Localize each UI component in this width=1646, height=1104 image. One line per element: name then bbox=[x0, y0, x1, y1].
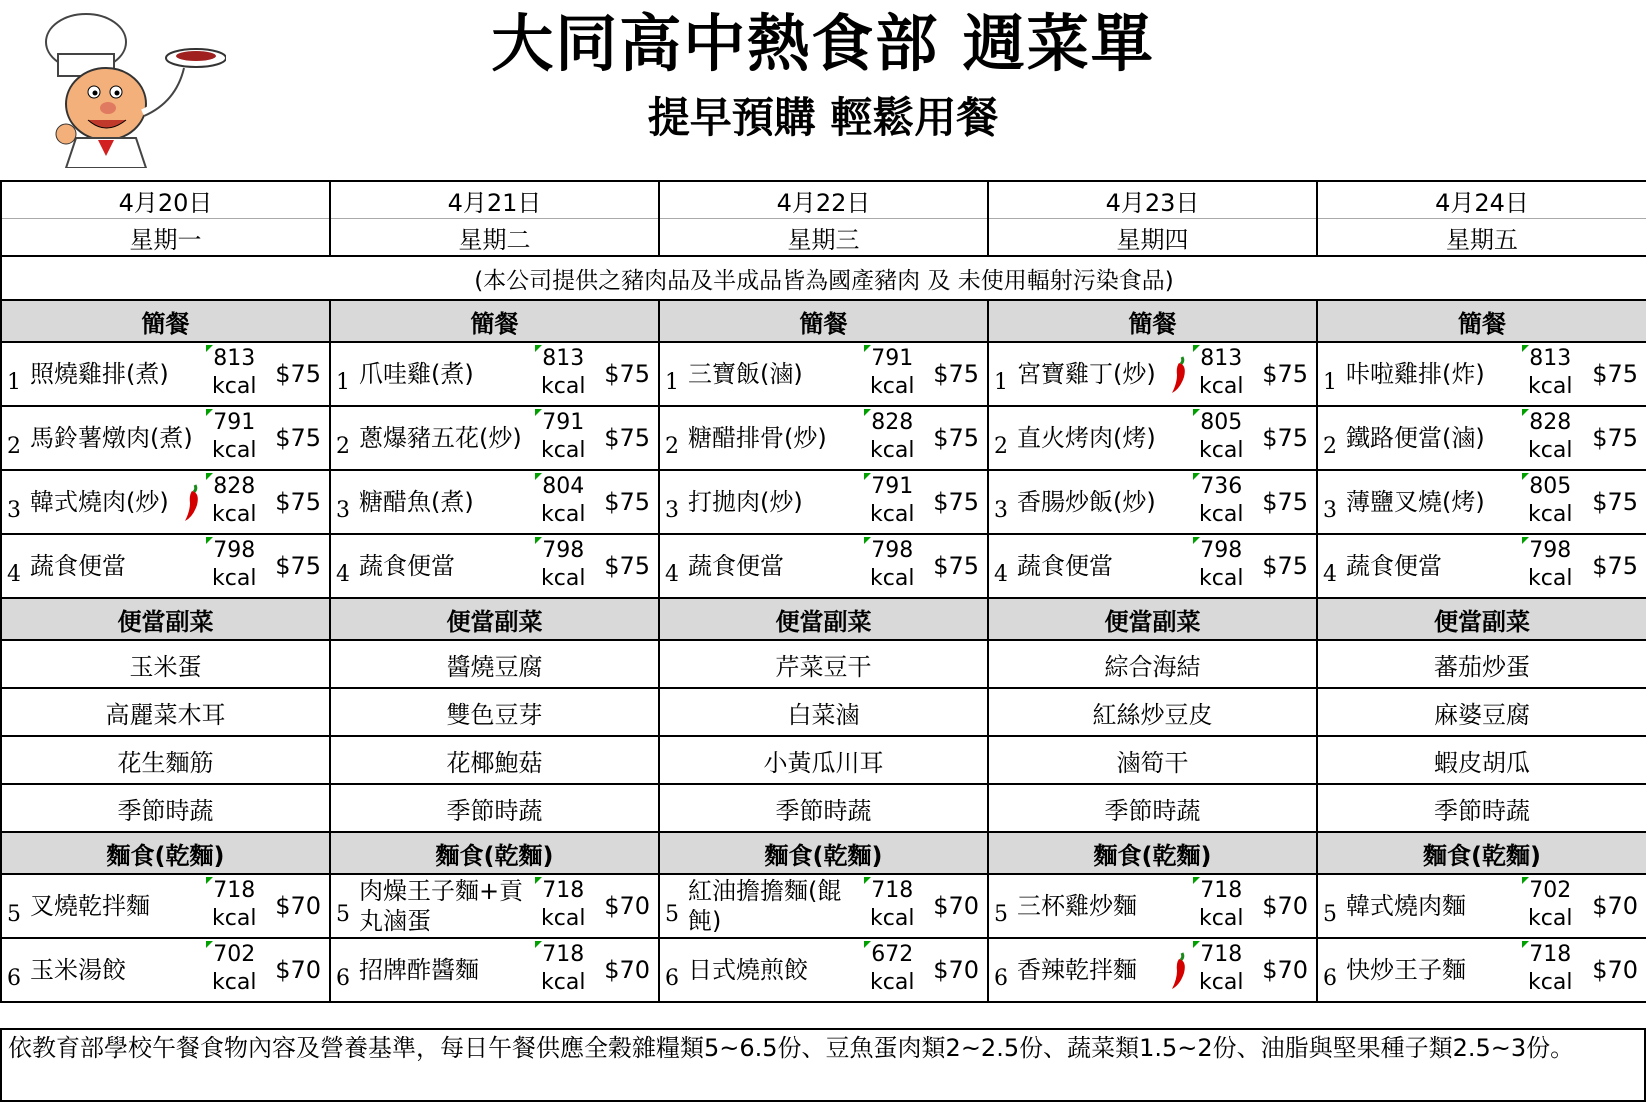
side-dish: 蝦皮胡瓜 bbox=[1317, 736, 1646, 784]
side-dish: 滷筍干 bbox=[988, 736, 1317, 784]
side-dish: 芹菜豆干 bbox=[659, 640, 988, 688]
side-dish: 小黃瓜川耳 bbox=[659, 736, 988, 784]
dish-cell bbox=[659, 470, 988, 534]
dish-number: 2 bbox=[7, 434, 21, 459]
dish-price: $75 bbox=[933, 424, 979, 452]
dish-number: 4 bbox=[7, 562, 21, 587]
side-dish: 花椰鮑菇 bbox=[330, 736, 659, 784]
dish-number: 6 bbox=[665, 966, 679, 991]
dish-name: 打拋肉(炒) bbox=[688, 488, 803, 516]
dish-number: 5 bbox=[665, 902, 679, 927]
dish-cell bbox=[330, 342, 659, 406]
menu-header bbox=[0, 0, 1646, 176]
dish-number: 6 bbox=[1323, 966, 1337, 991]
kcal-unit: kcal bbox=[870, 438, 915, 463]
dish-number: 6 bbox=[994, 966, 1008, 991]
dish-price: $75 bbox=[1592, 360, 1638, 388]
kcal-value: 798 bbox=[213, 538, 256, 563]
section-header: 麵食(乾麵) bbox=[1, 832, 330, 874]
dish-name: 薄鹽叉燒(烤) bbox=[1346, 488, 1485, 516]
dish-calories bbox=[870, 345, 914, 401]
dish-price: $75 bbox=[604, 360, 650, 388]
dish-cell bbox=[988, 342, 1317, 406]
kcal-value: 798 bbox=[1200, 538, 1243, 563]
side-dish: 季節時蔬 bbox=[1317, 784, 1646, 832]
dish-number: 2 bbox=[665, 434, 679, 459]
kcal-unit: kcal bbox=[1199, 970, 1244, 995]
day-date: 4月21日 bbox=[330, 181, 659, 219]
kcal-unit: kcal bbox=[870, 502, 915, 527]
dish-name: 照燒雞排(煮) bbox=[30, 360, 169, 388]
day-weekday: 星期三 bbox=[659, 219, 988, 257]
dish-cell bbox=[1, 874, 330, 938]
page-subtitle: 提早預購 輕鬆用餐 bbox=[647, 93, 999, 142]
dish-cell bbox=[659, 342, 988, 406]
kcal-unit: kcal bbox=[1528, 970, 1573, 995]
dish-calories bbox=[212, 409, 256, 465]
kcal-value: 813 bbox=[1200, 346, 1243, 371]
dish-name: 日式燒煎餃 bbox=[688, 956, 808, 984]
dish-price: $70 bbox=[275, 892, 321, 920]
section-header: 麵食(乾麵) bbox=[659, 832, 988, 874]
dish-price: $75 bbox=[1592, 552, 1638, 580]
dish-calories bbox=[212, 345, 256, 401]
section-header: 簡餐 bbox=[330, 300, 659, 342]
kcal-value: 813 bbox=[213, 346, 256, 371]
dish-calories bbox=[212, 537, 256, 593]
kcal-unit: kcal bbox=[1199, 438, 1244, 463]
dish-price: $75 bbox=[275, 360, 321, 388]
weekly-menu-table bbox=[0, 180, 1646, 1003]
dish-calories bbox=[541, 473, 585, 529]
dish-price: $75 bbox=[1262, 488, 1308, 516]
dish-cell bbox=[1317, 938, 1646, 1002]
dish-calories bbox=[1528, 473, 1572, 529]
dish-cell bbox=[659, 874, 988, 938]
side-dish: 玉米蛋 bbox=[1, 640, 330, 688]
kcal-value: 828 bbox=[1529, 410, 1572, 435]
dish-name: 紅油擔擔麵(餛飩) bbox=[688, 877, 842, 935]
kcal-value: 718 bbox=[1200, 942, 1243, 967]
kcal-unit: kcal bbox=[212, 566, 257, 591]
dish-calories bbox=[870, 941, 914, 997]
kcal-value: 828 bbox=[213, 474, 256, 499]
dish-number: 4 bbox=[336, 562, 350, 587]
section-header: 簡餐 bbox=[659, 300, 988, 342]
kcal-unit: kcal bbox=[1528, 502, 1573, 527]
kcal-value: 798 bbox=[542, 538, 585, 563]
dish-cell bbox=[1317, 874, 1646, 938]
side-dish: 花生麵筋 bbox=[1, 736, 330, 784]
kcal-value: 813 bbox=[1529, 346, 1572, 371]
kcal-unit: kcal bbox=[212, 438, 257, 463]
dish-calories bbox=[212, 473, 256, 529]
day-weekday: 星期五 bbox=[1317, 219, 1646, 257]
dish-price: $70 bbox=[1592, 956, 1638, 984]
kcal-value: 718 bbox=[213, 878, 256, 903]
dish-name: 韓式燒肉(炒) bbox=[30, 488, 169, 516]
kcal-unit: kcal bbox=[1528, 438, 1573, 463]
dish-cell bbox=[330, 406, 659, 470]
dish-cell bbox=[659, 534, 988, 598]
dish-calories bbox=[1199, 345, 1243, 401]
section-header: 便當副菜 bbox=[330, 598, 659, 640]
kcal-value: 672 bbox=[871, 942, 914, 967]
dish-number: 3 bbox=[665, 498, 679, 523]
kcal-value: 805 bbox=[1200, 410, 1243, 435]
kcal-unit: kcal bbox=[541, 566, 586, 591]
dish-number: 4 bbox=[665, 562, 679, 587]
kcal-unit: kcal bbox=[541, 374, 586, 399]
section-header: 便當副菜 bbox=[659, 598, 988, 640]
dish-price: $75 bbox=[933, 360, 979, 388]
day-date: 4月23日 bbox=[988, 181, 1317, 219]
side-dish: 雙色豆芽 bbox=[330, 688, 659, 736]
kcal-value: 702 bbox=[1529, 878, 1572, 903]
kcal-value: 828 bbox=[871, 410, 914, 435]
day-date: 4月20日 bbox=[1, 181, 330, 219]
section-header: 便當副菜 bbox=[1317, 598, 1646, 640]
kcal-unit: kcal bbox=[1199, 374, 1244, 399]
dish-cell bbox=[1, 470, 330, 534]
dish-cell bbox=[1, 342, 330, 406]
dish-calories bbox=[870, 877, 914, 933]
chili-pepper-icon bbox=[1169, 355, 1191, 395]
dish-price: $75 bbox=[604, 424, 650, 452]
dish-name: 糖醋魚(煮) bbox=[359, 488, 474, 516]
dish-price: $75 bbox=[275, 552, 321, 580]
dish-number: 3 bbox=[994, 498, 1008, 523]
dish-name: 馬鈴薯燉肉(煮) bbox=[30, 424, 193, 452]
dish-number: 4 bbox=[994, 562, 1008, 587]
dish-number: 1 bbox=[665, 370, 679, 395]
section-header: 便當副菜 bbox=[988, 598, 1317, 640]
dish-calories bbox=[1199, 409, 1243, 465]
kcal-unit: kcal bbox=[1199, 566, 1244, 591]
dish-calories bbox=[1199, 473, 1243, 529]
dish-price: $70 bbox=[1262, 892, 1308, 920]
dish-calories bbox=[1199, 941, 1243, 997]
kcal-unit: kcal bbox=[870, 374, 915, 399]
dish-price: $75 bbox=[1592, 424, 1638, 452]
dish-number: 3 bbox=[1323, 498, 1337, 523]
dish-name: 香辣乾拌麵 bbox=[1017, 956, 1137, 984]
dish-calories bbox=[541, 537, 585, 593]
kcal-value: 798 bbox=[871, 538, 914, 563]
dish-name: 鐵路便當(滷) bbox=[1346, 424, 1485, 452]
kcal-unit: kcal bbox=[870, 566, 915, 591]
dish-price: $75 bbox=[1592, 488, 1638, 516]
chili-pepper-icon bbox=[182, 483, 204, 523]
dish-number: 5 bbox=[7, 902, 21, 927]
dish-number: 4 bbox=[1323, 562, 1337, 587]
kcal-value: 718 bbox=[1200, 878, 1243, 903]
kcal-value: 718 bbox=[542, 878, 585, 903]
dish-price: $70 bbox=[1262, 956, 1308, 984]
dish-cell bbox=[1317, 406, 1646, 470]
day-date: 4月24日 bbox=[1317, 181, 1646, 219]
kcal-unit: kcal bbox=[1528, 374, 1573, 399]
dish-calories bbox=[541, 941, 585, 997]
side-dish: 綜合海結 bbox=[988, 640, 1317, 688]
dish-cell bbox=[988, 406, 1317, 470]
dish-name: 叉燒乾拌麵 bbox=[30, 892, 150, 920]
side-dish: 白菜滷 bbox=[659, 688, 988, 736]
side-dish: 季節時蔬 bbox=[659, 784, 988, 832]
dish-price: $75 bbox=[275, 424, 321, 452]
kcal-unit: kcal bbox=[541, 438, 586, 463]
dish-cell bbox=[330, 470, 659, 534]
day-weekday: 星期四 bbox=[988, 219, 1317, 257]
dish-name: 蔥爆豬五花(炒) bbox=[359, 424, 522, 452]
dish-calories bbox=[541, 345, 585, 401]
kcal-unit: kcal bbox=[1528, 566, 1573, 591]
dish-price: $75 bbox=[604, 552, 650, 580]
dish-number: 1 bbox=[1323, 370, 1337, 395]
dish-name: 蔬食便當 bbox=[359, 552, 455, 580]
dish-number: 6 bbox=[336, 966, 350, 991]
dish-cell bbox=[1317, 342, 1646, 406]
dish-calories bbox=[1199, 537, 1243, 593]
dish-number: 5 bbox=[994, 902, 1008, 927]
dish-price: $70 bbox=[1592, 892, 1638, 920]
dish-name: 快炒王子麵 bbox=[1346, 956, 1466, 984]
kcal-unit: kcal bbox=[541, 970, 586, 995]
dish-number: 2 bbox=[336, 434, 350, 459]
dish-cell bbox=[1, 534, 330, 598]
dish-number: 2 bbox=[1323, 434, 1337, 459]
dish-name: 招牌酢醬麵 bbox=[359, 956, 479, 984]
dish-number: 2 bbox=[994, 434, 1008, 459]
kcal-value: 718 bbox=[542, 942, 585, 967]
kcal-value: 804 bbox=[542, 474, 585, 499]
kcal-unit: kcal bbox=[541, 502, 586, 527]
kcal-unit: kcal bbox=[212, 374, 257, 399]
dish-name: 韓式燒肉麵 bbox=[1346, 892, 1466, 920]
section-header: 簡餐 bbox=[1317, 300, 1646, 342]
dish-price: $70 bbox=[933, 956, 979, 984]
dish-cell bbox=[988, 470, 1317, 534]
dish-number: 1 bbox=[994, 370, 1008, 395]
dish-price: $70 bbox=[604, 956, 650, 984]
kcal-value: 718 bbox=[871, 878, 914, 903]
section-header: 麵食(乾麵) bbox=[1317, 832, 1646, 874]
dish-name: 爪哇雞(煮) bbox=[359, 360, 474, 388]
dish-calories bbox=[212, 877, 256, 933]
dish-cell bbox=[1317, 470, 1646, 534]
side-dish: 高麗菜木耳 bbox=[1, 688, 330, 736]
section-header: 便當副菜 bbox=[1, 598, 330, 640]
dish-cell bbox=[330, 534, 659, 598]
dish-name: 蔬食便當 bbox=[1017, 552, 1113, 580]
dish-name: 香腸炒飯(炒) bbox=[1017, 488, 1156, 516]
dish-calories bbox=[870, 473, 914, 529]
dish-number: 5 bbox=[336, 902, 350, 927]
dish-price: $75 bbox=[1262, 360, 1308, 388]
dish-name: 咔啦雞排(炸) bbox=[1346, 360, 1485, 388]
dish-price: $70 bbox=[275, 956, 321, 984]
dish-cell bbox=[988, 874, 1317, 938]
dish-calories bbox=[1528, 941, 1572, 997]
dish-name: 宮寶雞丁(炒) bbox=[1017, 360, 1156, 388]
section-header: 麵食(乾麵) bbox=[988, 832, 1317, 874]
dish-calories bbox=[870, 409, 914, 465]
dish-price: $75 bbox=[604, 488, 650, 516]
section-header: 麵食(乾麵) bbox=[330, 832, 659, 874]
side-dish: 季節時蔬 bbox=[1, 784, 330, 832]
dish-number: 5 bbox=[1323, 902, 1337, 927]
dish-number: 3 bbox=[336, 498, 350, 523]
kcal-value: 736 bbox=[1200, 474, 1243, 499]
section-header: 簡餐 bbox=[988, 300, 1317, 342]
dish-calories bbox=[1528, 537, 1572, 593]
page-title: 大同高中熱食部 週菜單 bbox=[491, 7, 1155, 80]
dish-calories bbox=[870, 537, 914, 593]
kcal-value: 791 bbox=[871, 346, 914, 371]
dish-cell bbox=[1317, 534, 1646, 598]
dish-calories bbox=[541, 877, 585, 933]
kcal-unit: kcal bbox=[870, 906, 915, 931]
dish-cell bbox=[330, 874, 659, 938]
dish-price: $70 bbox=[604, 892, 650, 920]
kcal-unit: kcal bbox=[212, 970, 257, 995]
dish-number: 1 bbox=[336, 370, 350, 395]
dish-calories bbox=[1199, 877, 1243, 933]
dish-name: 三杯雞炒麵 bbox=[1017, 892, 1137, 920]
dish-name: 三寶飯(滷) bbox=[688, 360, 803, 388]
kcal-value: 791 bbox=[213, 410, 256, 435]
dish-calories bbox=[212, 941, 256, 997]
dish-name: 肉燥王子麵+貢丸滷蛋 bbox=[359, 877, 524, 935]
kcal-unit: kcal bbox=[541, 906, 586, 931]
dish-name: 直火烤肉(烤) bbox=[1017, 424, 1156, 452]
dish-cell bbox=[988, 534, 1317, 598]
kcal-unit: kcal bbox=[212, 502, 257, 527]
dish-cell bbox=[330, 938, 659, 1002]
dish-number: 6 bbox=[7, 966, 21, 991]
dish-calories bbox=[1528, 409, 1572, 465]
kcal-unit: kcal bbox=[1528, 906, 1573, 931]
dish-calories bbox=[541, 409, 585, 465]
dish-name: 糖醋排骨(炒) bbox=[688, 424, 827, 452]
kcal-value: 702 bbox=[213, 942, 256, 967]
side-dish: 紅絲炒豆皮 bbox=[988, 688, 1317, 736]
dish-cell bbox=[659, 406, 988, 470]
day-weekday: 星期一 bbox=[1, 219, 330, 257]
dish-price: $75 bbox=[933, 552, 979, 580]
kcal-unit: kcal bbox=[212, 906, 257, 931]
dish-name: 蔬食便當 bbox=[1346, 552, 1442, 580]
dish-name: 蔬食便當 bbox=[688, 552, 784, 580]
dish-cell bbox=[1, 938, 330, 1002]
nutrition-footer-note: 依教育部學校午餐食物內容及營養基準，每日午餐供應全穀雜糧類5~6.5份、豆魚蛋肉類2~2.5份、蔬菜類1.5~2份、油脂與堅果種子類2.5~3份。 bbox=[0, 1028, 1646, 1102]
kcal-value: 791 bbox=[871, 474, 914, 499]
dish-price: $75 bbox=[275, 488, 321, 516]
kcal-value: 718 bbox=[1529, 942, 1572, 967]
day-date: 4月22日 bbox=[659, 181, 988, 219]
dish-cell bbox=[1, 406, 330, 470]
day-weekday: 星期二 bbox=[330, 219, 659, 257]
dish-cell bbox=[659, 938, 988, 1002]
dish-name: 玉米湯餃 bbox=[30, 956, 126, 984]
dish-number: 3 bbox=[7, 498, 21, 523]
dish-price: $75 bbox=[1262, 552, 1308, 580]
side-dish: 醬燒豆腐 bbox=[330, 640, 659, 688]
chili-pepper-icon bbox=[1169, 951, 1191, 991]
side-dish: 季節時蔬 bbox=[330, 784, 659, 832]
kcal-value: 798 bbox=[1529, 538, 1572, 563]
side-dish: 蕃茄炒蛋 bbox=[1317, 640, 1646, 688]
dish-price: $75 bbox=[1262, 424, 1308, 452]
kcal-value: 813 bbox=[542, 346, 585, 371]
side-dish: 麻婆豆腐 bbox=[1317, 688, 1646, 736]
pork-origin-note: (本公司提供之豬肉品及半成品皆為國產豬肉 及 未使用輻射污染食品) bbox=[1, 256, 1646, 300]
dish-calories bbox=[1528, 877, 1572, 933]
dish-name: 蔬食便當 bbox=[30, 552, 126, 580]
dish-cell bbox=[988, 938, 1317, 1002]
section-header: 簡餐 bbox=[1, 300, 330, 342]
dish-price: $70 bbox=[933, 892, 979, 920]
kcal-value: 791 bbox=[542, 410, 585, 435]
kcal-value: 805 bbox=[1529, 474, 1572, 499]
kcal-unit: kcal bbox=[1199, 906, 1244, 931]
dish-price: $75 bbox=[933, 488, 979, 516]
kcal-unit: kcal bbox=[870, 970, 915, 995]
dish-number: 1 bbox=[7, 370, 21, 395]
kcal-unit: kcal bbox=[1199, 502, 1244, 527]
dish-calories bbox=[1528, 345, 1572, 401]
side-dish: 季節時蔬 bbox=[988, 784, 1317, 832]
